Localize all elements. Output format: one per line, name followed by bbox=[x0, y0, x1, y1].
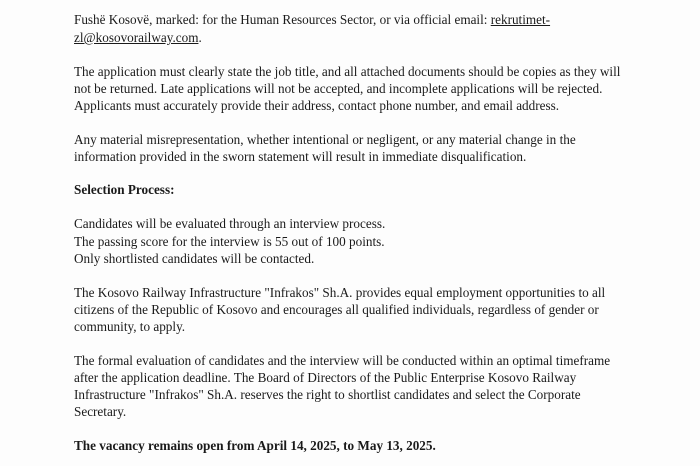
application-rules-line: The application must clearly state the job title, and all attached documents should be copies as they will bbox=[74, 64, 621, 79]
equal-opportunity-line: citizens of the Republic of Kosovo and encourages all qualified individuals, regardless of gender or bbox=[74, 302, 599, 317]
equal-opportunity-line: The Kosovo Railway Infrastructure "Infrakos" Sh.A. provides equal employment opportunities to all bbox=[74, 285, 606, 300]
intro-tail: . bbox=[198, 30, 202, 45]
application-rules-line: Applicants must accurately provide their address, contact phone number, and email address. bbox=[74, 98, 560, 113]
selection-heading: Selection Process: bbox=[74, 182, 175, 197]
evaluation-line: The formal evaluation of candidates and the interview will be conducted within an optimal timeframe bbox=[74, 353, 611, 368]
selection-line: Only shortlisted candidates will be contacted. bbox=[74, 251, 315, 266]
intro-line-1 bbox=[74, 11, 694, 29]
email-link-part-1[interactable]: rekrutimet- bbox=[490, 12, 551, 27]
selection-line: Candidates will be evaluated through an interview process. bbox=[74, 216, 386, 231]
selection-line: The passing score for the interview is 55 out of 100 points. bbox=[74, 234, 385, 249]
misrepresentation-line: information provided in the sworn statement will result in immediate disqualification. bbox=[74, 149, 527, 164]
evaluation-line: after the application deadline. The Board of Directors of the Public Enterprise Kosovo Railway bbox=[74, 370, 577, 385]
misrepresentation-line: Any material misrepresentation, whether intentional or negligent, or any material change in the bbox=[74, 132, 576, 147]
closing-statement: The vacancy remains open from April 14, 2025, to May 13, 2025. bbox=[74, 438, 436, 453]
email-link-part-2[interactable]: zl@kosovorailway.com bbox=[74, 30, 199, 45]
intro-line-2 bbox=[74, 29, 694, 47]
intro-text: Fushë Kosovë, marked: for the Human Resources Sector, or via official email: bbox=[74, 12, 491, 27]
equal-opportunity-line: community, to apply. bbox=[74, 319, 186, 334]
evaluation-line: Infrastructure "Infrakos" Sh.A. reserves the right to shortlist candidates and select the Corporate bbox=[74, 387, 581, 402]
application-rules-line: not be returned. Late applications will not be accepted, and incomplete applications will be rejected. bbox=[74, 81, 603, 96]
evaluation-line: Secretary. bbox=[74, 404, 127, 419]
